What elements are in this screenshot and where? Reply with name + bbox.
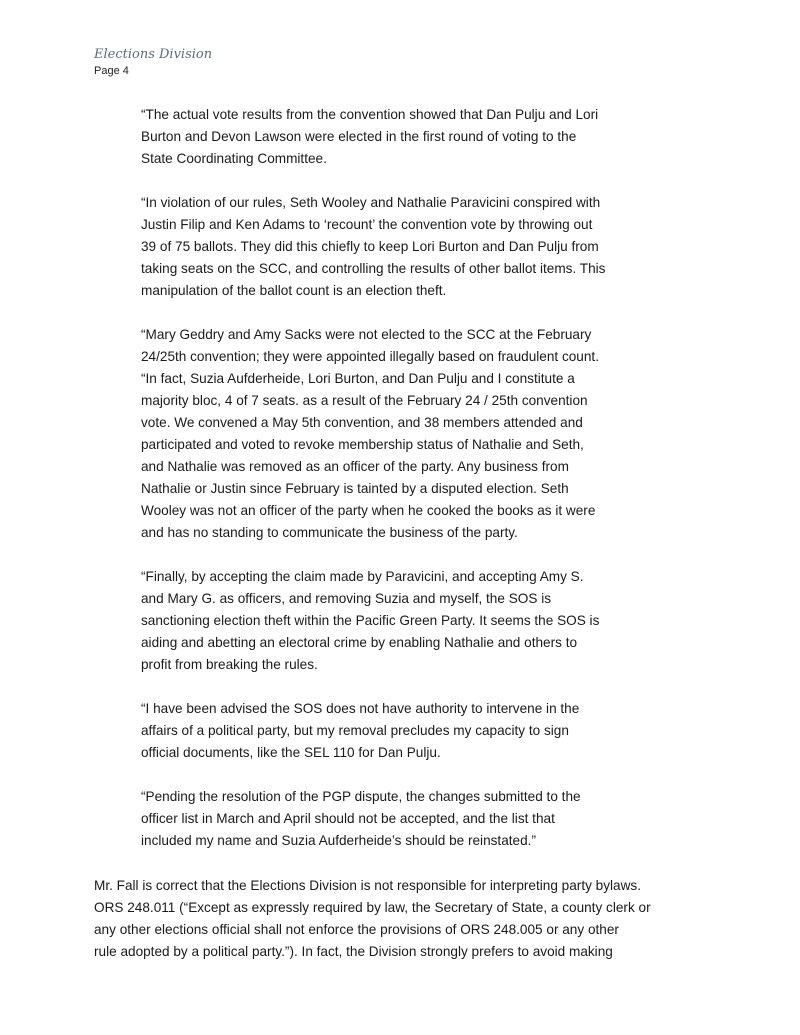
quote-paragraph [141,324,701,368]
quote-paragraph [141,368,701,544]
quote-paragraph [141,104,701,170]
text-line: rule adopted by a political party.”). In fact, the Division strongly prefers to avoid making [94,944,613,959]
text-line: any other elections official shall not enforce the provisions of ORS 248.005 or any other [94,922,619,937]
text-line: “Pending the resolution of the PGP dispute, the changes submitted to the [141,789,581,804]
header-title: Elections Division [94,47,213,62]
quote-paragraph [141,698,701,764]
text-line: included my name and Suzia Aufderheide’s should be reinstated.” [141,833,536,848]
page-number: Page 4 [94,65,129,77]
text-line: State Coordinating Committee. [141,151,327,166]
text-line: taking seats on the SCC, and controlling the results of other ballot items. This [141,261,606,276]
text-line: Mr. Fall is correct that the Elections Division is not responsible for interpreting party bylaws. [94,878,641,893]
text-line: vote. We convened a May 5th convention, and 38 members attended and [141,415,583,430]
text-line: officer list in March and April should not be accepted, and the list that [141,811,555,826]
text-line: “In fact, Suzia Aufderheide, Lori Burton, and Dan Pulju and I constitute a [141,371,575,386]
text-line: Justin Filip and Ken Adams to ‘recount’ the convention vote by throwing out [141,217,593,232]
text-line: Nathalie or Justin since February is tainted by a disputed election. Seth [141,481,569,496]
text-line: profit from breaking the rules. [141,657,318,672]
text-line: and Mary G. as officers, and removing Suzia and myself, the SOS is [141,591,552,606]
text-line: “The actual vote results from the convention showed that Dan Pulju and Lori [141,107,599,122]
text-line: aiding and abetting an electoral crime by enabling Nathalie and others to [141,635,578,650]
text-line: Burton and Devon Lawson were elected in the first round of voting to the [141,129,577,144]
quote-paragraph [141,192,701,302]
text-line: “Finally, by accepting the claim made by Paravicini, and accepting Amy S. [141,569,584,584]
quote-paragraph [141,566,701,676]
text-line: and Nathalie was removed as an officer of the party. Any business from [141,459,569,474]
text-line: ORS 248.011 (“Except as expressly required by law, the Secretary of State, a county clerk or [94,900,651,915]
quoted-statement-block [141,104,701,874]
text-line: official documents, like the SEL 110 for Dan Pulju. [141,745,441,760]
text-line: “In violation of our rules, Seth Wooley and Nathalie Paravicini conspired with [141,195,601,210]
text-line: 24/25th convention; they were appointed illegally based on fraudulent count. [141,349,599,364]
quote-paragraph [141,786,701,852]
body-paragraph [94,875,734,963]
text-line: Wooley was not an officer of the party when he cooked the books as it were [141,503,596,518]
text-line: and has no standing to communicate the business of the party. [141,525,518,540]
text-line: majority bloc, 4 of 7 seats. as a result of the February 24 / 25th convention [141,393,588,408]
text-line: affairs of a political party, but my removal precludes my capacity to sign [141,723,569,738]
text-line: participated and voted to revoke membership status of Nathalie and Seth, [141,437,584,452]
text-line: manipulation of the ballot count is an election theft. [141,283,447,298]
text-line: “I have been advised the SOS does not have authority to intervene in the [141,701,580,716]
text-line: sanctioning election theft within the Pacific Green Party. It seems the SOS is [141,613,600,628]
text-line: “Mary Geddry and Amy Sacks were not elected to the SCC at the February [141,327,592,342]
text-line: 39 of 75 ballots. They did this chiefly to keep Lori Burton and Dan Pulju from [141,239,599,254]
